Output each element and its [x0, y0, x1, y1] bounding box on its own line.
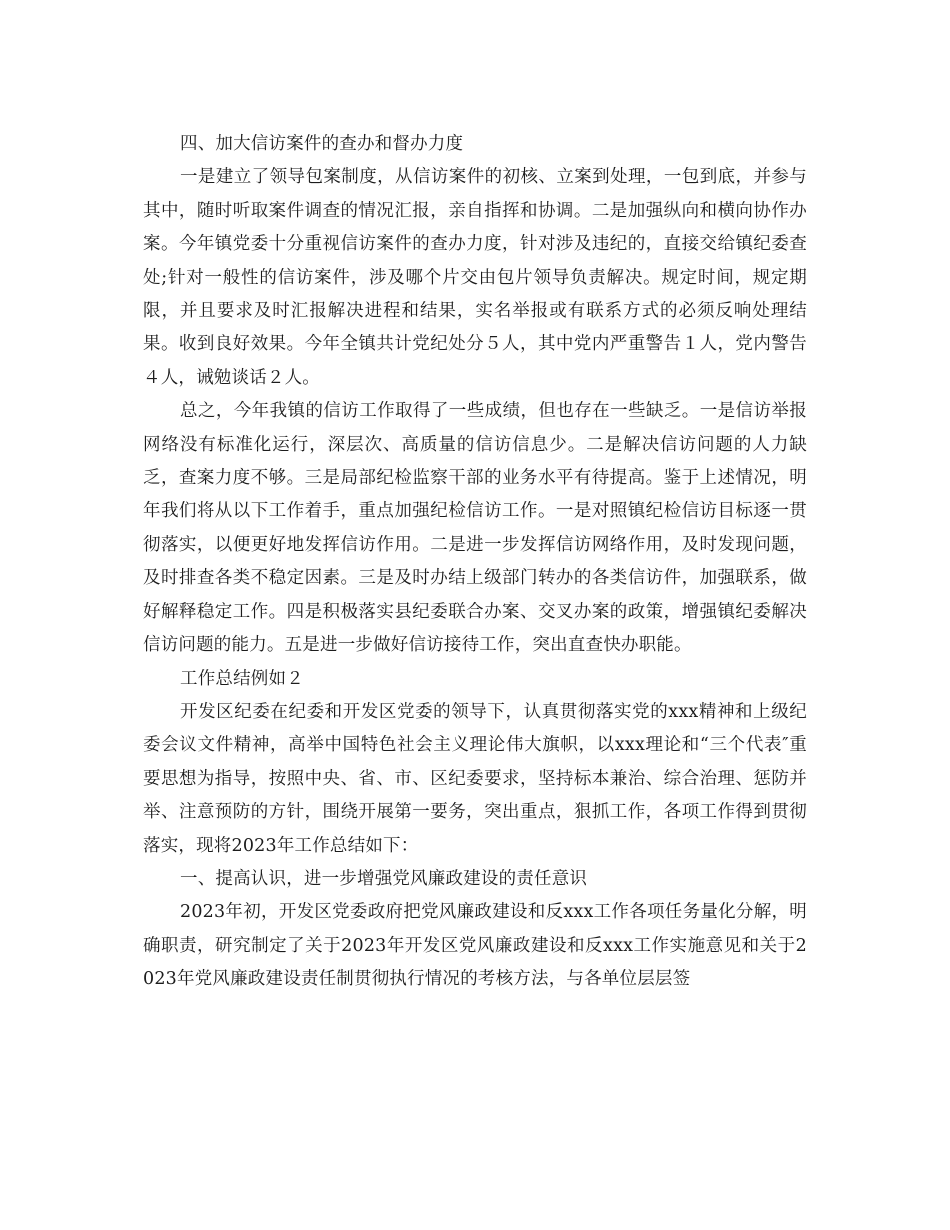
- document-body: [143, 128, 807, 997]
- paragraph-2023-tasks: 2023年初，开发区党委政府把党风廉政建设和反xxx工作各项任务量化分解，明确职责，研究制定了关于2023年开发区党风廉政建设和反xxx工作实施意见和关于2023年党风廉政建设责任制贯彻执行情况的考核方法，与各单位层层签: [143, 902, 807, 990]
- paragraph-summary-shortcomings: 总之，今年我镇的信访工作取得了一些成绩，但也存在一些缺乏。一是信访举报网络没有标准化运行，深层次、高质量的信访信息少。二是解决信访问题的人力缺乏，查案力度不够。三是局部纪检监察干部的业务水平有待提高。鉴于上述情况，明年我们将从以下工作着手，重点加强纪检信访工作。一是对照镇纪检信访目标逐一贯彻落实，以便更好地发挥信访作用。二是进一步发挥信访网络作用，及时发现问题，及时排查各类不稳定因素。三是及时办结上级部门转办的各类信访件，加强联系，做好解释稳定工作。四是积极落实县纪委联合办案、交叉办案的政策，增强镇纪委解决信访问题的能力。五是进一步做好信访接待工作，突出直查快办职能。: [143, 401, 807, 656]
- example-heading-2: 工作总结例如２: [180, 668, 304, 689]
- section-heading-petition-cases: 四、加大信访案件的查办和督办力度: [180, 134, 464, 154]
- section-heading-raise-awareness: 一、提高认识，进一步增强党风廉政建设的责任意识: [180, 868, 588, 889]
- paragraph-development-zone-intro: 开发区纪委在纪委和开发区党委的领导下，认真贯彻落实党的xxx精神和上级纪委会议文件精神，高举中国特色社会主义理论伟大旗帜，以xxx理论和“三个代表″重要思想为指导，按照中央、省、市、区纪委要求，坚持标本兼治、综合治理、惩防并举、注意预防的方针，围绕开展第一要务，突出重点，狠抓工作，各项工作得到贯彻落实，现将2023年工作总结如下：: [143, 701, 807, 856]
- paragraph-leadership-case-system: 一是建立了领导包案制度，从信访案件的初核、立案到处理，一包到底，并参与其中，随时听取案件调查的情况汇报，亲自指挥和协调。二是加强纵向和横向协作办案。今年镇党委十分重视信访案件的查办力度，针对涉及违纪的，直接交给镇纪委查处;针对一般性的信访案件，涉及哪个片交由包片领导负责解决。规定时间，规定期限，并且要求及时汇报解决进程和结果，实名举报或有联系方式的必须反响处理结果。收到良好效果。今年全镇共计党纪处分５人，其中党内严重警告１人，党内警告４人，诫勉谈话２人。: [143, 167, 807, 388]
